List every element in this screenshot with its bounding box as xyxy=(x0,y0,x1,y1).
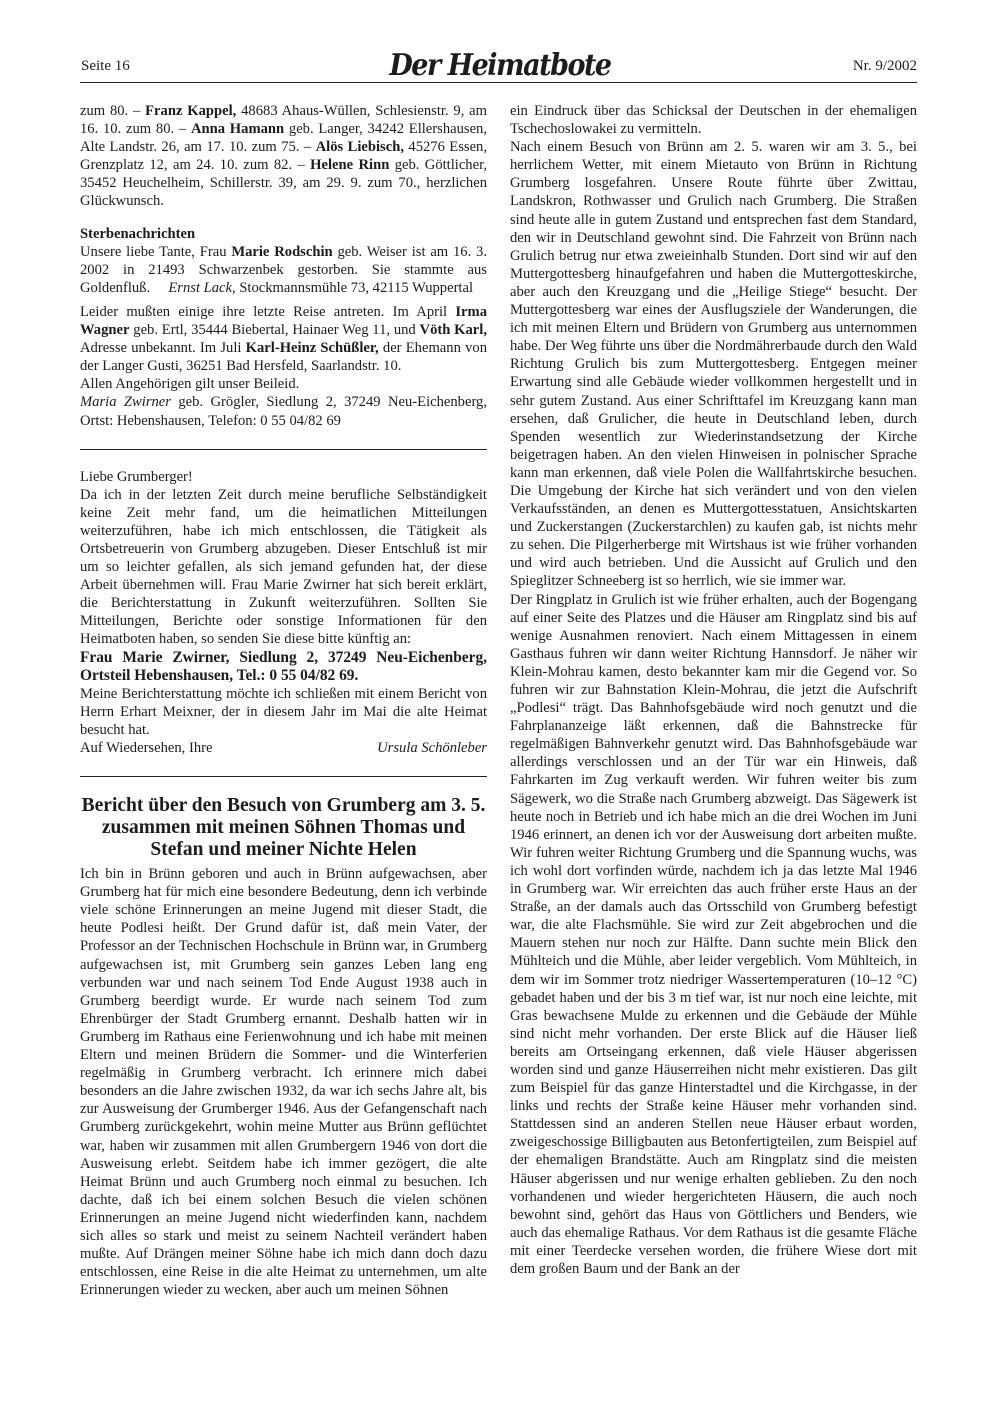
bold-name: Vöth Karl, xyxy=(419,322,487,339)
text-run: geb. Langer, 34242 Ellershausen, Alte Landstr. 26, am 17. 10. zum 75. – xyxy=(80,121,487,156)
right-column xyxy=(510,102,917,1278)
bold-name: Karl-Heinz Schüßler, xyxy=(245,340,379,357)
contact-address: Frau Marie Zwirner, Siedlung 2, 37249 Neu-Eichenberg, Ortsteil Hebenshausen, Tel.: 0 55 04/82 69. xyxy=(80,648,487,684)
masthead-logo: Der Heimatbote xyxy=(389,48,611,83)
section-divider xyxy=(80,449,487,450)
section-divider xyxy=(80,776,487,777)
text-run: der Ehemann von der Langer Gusti, 36251 Bad Hersfeld, Saarlandstr. 10. xyxy=(80,340,487,375)
bold-name: Alös Liebisch, xyxy=(315,139,404,156)
obituary-notice xyxy=(80,303,487,375)
left-column xyxy=(80,102,491,1299)
condolence-text: Allen Angehörigen gilt unser Beileid. xyxy=(80,376,300,393)
text-run: geb. Göttlicher, 35452 Heuchelheim, Schillerstr. 39, am 29. 9. zum 70., herzlichen Glückwunsch. xyxy=(80,157,488,210)
obituary-notice xyxy=(80,243,491,297)
italic-name: Maria Zwirner xyxy=(80,394,171,411)
bold-name: Helene Rinn xyxy=(310,157,390,174)
issue-number: Nr. 9/2002 xyxy=(852,58,917,74)
text-run: Unsere liebe Tante, Frau xyxy=(80,243,232,260)
text-run: 45276 Essen, Grenzplatz 12, am 24. 10. zum 82. – xyxy=(80,139,488,174)
text-run: geb. Weiser ist am 16. 3. 2002 in 21493 Schwarzenbek gestorben. Sie stammte aus Goldenfluß. xyxy=(80,243,491,296)
header-rule xyxy=(80,82,917,83)
text-run: Stockmannsmühle 73, 42115 Wuppertal xyxy=(235,279,474,296)
text-run: geb. Grögler, Siedlung 2, 37249 Neu-Eichenberg, Ortst: Hebenshausen, Telefon: 0 55 04/82 69 xyxy=(80,394,487,429)
article-title: Bericht über den Besuch von Grumberg am 3. 5. zusammen mit meinen Söhnen Thomas und Stefan und meiner Nichte Helen xyxy=(81,795,486,861)
bold-name: Anna Hamann xyxy=(190,121,285,138)
obituaries-heading: Sterbenachrichten xyxy=(80,225,196,242)
page-number: Seite 16 xyxy=(81,58,130,74)
bold-name: Irma Wagner xyxy=(80,303,487,339)
bold-name: Marie Rodschin xyxy=(231,243,333,260)
farewell-text: Auf Wiedersehen, Ihre xyxy=(80,740,213,756)
text-run: geb. Ertl, 35444 Biebertal, Hainaer Weg 11, und xyxy=(129,322,420,339)
article-paragraph: Nach einem Besuch von Brünn am 2. 5. waren wir am 3. 5., bei herrlichem Wetter, mit einem Mietauto von Brünn in Richtung Grumberg losgefahren. Unsere Route führte über Zwittau, Landskron, Rothwasser und Grulich nach Grumberg. Die Straßen sind heute alle in gutem Zustand und entsprechen fast dem Standard, den wir in Deutschland gewohnt sind. Die Fahrzeit von Brünn nach Grulich betrug nur etwa zweieinhalb Stunden. Dort sind wir auf den Muttergottesberg hinaufgefahren und haben die Muttergotteskirche, aber auch den Kreuzgang und die „Heilige Stiege“ besucht. Der Muttergottesberg war eines der Ausflugsziele der Wanderungen, die ich mit meinen Eltern und Brüdern von Grumberg aus unternommen habe. Der Weg führte uns über die Nordmährerbaude durch den Wald Richtung Grulich bis zum Muttergottesberg. Entgegen meiner Erwartung sind alle Gebäude wieder vollkommen hergestellt und in sehr gutem Zustand. Aus einer Schrifttafel im Kreuzgang kann man ersehen, daß Grulicher, die heute in Deutschland leben, durch Spenden wesentlich zur Wiederinstandsetzung der Kirche beigetragen haben. An den vielen Hinweisen in polnischer Sprache kann man erkennen, daß viele Polen die Wallfahrtskirche besuchen. Die Umgebung der Kirche hat sich verändert und von den vielen Verkaufsständen, an denen es Muttergottesstatuen, Ansichtskarten und Zuckerstangen (Zuckerstarchlen) zu kaufen gab, ist nichts mehr zu sehen. Die Pilgerherberge mit Wirtshaus ist wie früher vorhanden und wird auch betrieben. Und die Aussicht auf Grulich und den Spieglitzer Schneeberg ist so herrlich, wie sie immer war. xyxy=(510,139,917,590)
birthday-list xyxy=(80,102,487,211)
text-run: Adresse unbekannt. Im Juli xyxy=(80,340,246,357)
text-run: zum 80. – xyxy=(80,103,146,119)
letter-body: Da ich in der letzten Zeit durch meine berufliche Selbständigkeit keine Zeit mehr fand, um die heimatlichen Mitteilungen weiterzuführen, habe ich mich entschlossen, die Tätigkeit als Ortsbetreuerin von Grumberg abzugeben. Dieser Entschluß ist mir um so leichter gefallen, als sich jemand gefunden hat, der diese Arbeit übernehmen will. Frau Marie Zwirner hat sich bereit erklärt, die Berichterstattung in Zukunft weiterzuführen. Sollten Sie Mitteilungen, Berichte oder sonstige Informationen für den Heimatboten haben, so senden Sie diese bitte künftig an: xyxy=(80,486,487,648)
letter-greeting: Liebe Grumberger! xyxy=(80,468,193,485)
signature-name: Ursula Schönleber xyxy=(377,740,487,756)
article-paragraph: ein Eindruck über das Schicksal der Deutschen in der ehemaligen Tschechoslowakei zu vermitteln. xyxy=(510,103,917,138)
article-paragraph: Ich bin in Brünn geboren und auch in Brünn aufgewachsen, aber Grumberg hat für mich eine besondere Bedeutung, denn ich verbinde viele schöne Erinnerungen an meine Jugend mit dieser Stadt, die heute Podlesi heißt. Der Grund dafür ist, daß mein Vater, der Professor an der Technischen Hochschule in Brünn war, in Grumberg aufgewachsen ist, mit Grumberg sein ganzes Leben lang eng verbunden war und nach seinem Tod Ende August 1938 auch in Grumberg beerdigt wurde. Er wurde nach seinem Tod zum Ehrenbürger der Stadt Grumberg ernannt. Deshalb hatten wir in Grumberg im Rathaus eine Ferienwohnung und ich habe mit meinen Eltern und meinen Brüdern die Sommer- und die Winterferien regelmäßig in Grumberg verbracht. Ich erinnere mich dabei besonders an die Jahre zwischen 1932, da war ich sechs Jahre alt, bis zur Ausweisung der Grumberger 1946. Aus der Gefangenschaft nach Grumberg zurückgekehrt, wohin meine Mutter aus Brünn geflüchtet war, haben wir zusammen mit allen Grumbergern 1946 von dort die Ausweisung erlebt. Seitdem habe ich immer gezögert, die alte Heimat Brünn und auch Grumberg noch einmal zu besuchen. Ich dachte, daß ich bei einem solchen Besuch die vielen schönen Erinnerungen an meine Jugend nicht wiederfinden kann, nachdem sich alles so stark und meist zu seinem Nachteil verändert haben mußte. Auf Drängen meiner Söhne habe ich mich dann doch dazu entschlossen, eine Reise in die alte Heimat zu unternehmen, um alte Erinnerungen wieder zu wecken, aber auch um meinen Söhnen xyxy=(80,866,487,1299)
letter-closing: Meine Berichterstattung möchte ich schließen mit einem Bericht von Herrn Erhart Meixner, der in diesem Jahr im Mai die alte Heimat besucht hat. xyxy=(80,685,487,738)
text-run: Leider mußten einige ihre letzte Reise antreten. Im April xyxy=(80,303,456,320)
letter-signoff xyxy=(80,739,487,757)
article-paragraph: Der Ringplatz in Grulich ist wie früher erhalten, auch der Bogengang auf einer Seite des Platzes und die Häuser am Ringplatz sind bis auf wenige Ausnahmen renoviert. Nach einem Mittagessen in einem Gasthaus fuhren wir dann weiter Richtung Hannsdorf. Je näher wir Klein-Mohrau kamen, desto bekannter kam mir die Gegend vor. So fuhren wir zur Bahnstation Klein-Mohrau, die jetzt die Aufschrift „Podlesi“ trägt. Das Bahnhofsgebäude wird noch genutzt und die Fahrplananzeige läßt erkennen, daß die Bahnstrecke für regelmäßigen Bahnverkehr genutzt wird. Das Bahnhofsgebäude war allerdings verschlossen und an der Tür war ein Hinweis, daß Fahrkarten im Zug verkauft werden. Wir fuhren weiter bis zum Sägewerk, wo die Straße nach Grumberg abzweigt. Das Sägewerk ist heute noch in Betrieb und ich habe mich an die drei Wochen im Juni 1946 erinnert, an denen ich vor der Ausweisung dort arbeiten mußte. Wir fuhren weiter Richtung Grumberg und die Spannung wuchs, was ich wohl dort vorfinden würde, nachdem ich ja das letzte Mal 1946 in Grumberg war. Wir erreichten das auch früher erste Haus an der Straße, an der damals auch das Ortsschild von Grumberg befestigt war, die alte Flachsmühle. Sie wird zur Zeit abgebrochen und die Mauern stehen nur noch zur Hälfte. Dann suchte mein Blick den Mühlteich und die Mühle, aber leider vergeblich. Vom Mühlteich, in dem wir im Sommer trotz niedriger Wassertemperaturen (10–12 °C) gebadet haben und der bis 3 m tief war, ist nur noch eine leichte, mit Gras bewachsene Mulde zu erkennen und die Gebäude der Mühle sind nicht mehr vorhanden. Der erste Blick auf die Häuser ließ bereits am Ortseingang erkennen, daß viele Häuser abgerissen worden sind und ganze Häuserreihen nicht mehr existieren. Das gilt zum Beispiel für das ganze Hinterstadtel und die Kirchgasse, in der links und rechts der Straße keine Häuser mehr vorhanden sind. Stattdessen sind an anderen Stellen neue Häuser erbaut worden, zweigeschossige Billigbauten aus Betonfertigteilen, zum Beispiel auf der ehemaligen Brandstätte. Auch am Ringplatz sind die meisten Häuser abgerissen und nur wenige erhalten geblieben. Zu den noch vorhandenen und wieder hergerichteten Häusern, die auch noch bewohnt sind, gehört das Haus von Göttlichers und Benders, wie auch das ehemalige Rathaus. Vor dem Rathaus ist die gesamte Fläche mit einer Teerdecke versehen worden, die frühere Wiese dort mit dem großen Baum und der Bank an der xyxy=(510,591,917,1277)
bold-name: Franz Kappel, xyxy=(145,103,237,119)
obituary-sender xyxy=(80,393,487,429)
text-run: 48683 Ahaus-Wüllen, Schlesienstr. 9, am 16. 10. zum 80. – xyxy=(80,103,487,138)
italic-name: Ernst Lack, xyxy=(168,279,236,296)
